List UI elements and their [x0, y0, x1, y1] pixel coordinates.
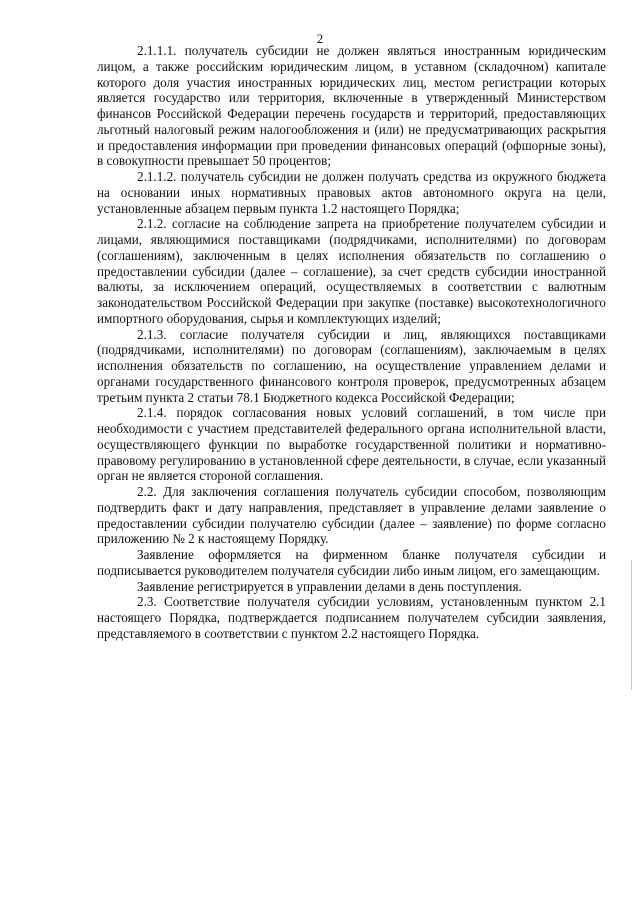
paragraph-2-1-3: 2.1.3. согласие получателя субсидии и лиц, являющихся поставщиками (подрядчиками, исполнителями) по договорам (соглашениям), заключаемым в целях исполнения обязательств по соглашению, на осуществление управлением делами и органами государственного финансового контроля проверок, предусмотренных абзацем третьим пункта 2 статьи 78.1 Бюджетного кодекса Российской Федерации;	[97, 326, 606, 405]
paragraph-2-2: 2.2. Для заключения соглашения получатель субсидии способом, позволяющим подтвердить факт и дату направления, представляет в управление делами заявление о предоставлении субсидии получателю субсидии (далее – заявление) по форме согласно приложению № 2 к настоящему Порядку.	[97, 484, 606, 547]
scan-edge-mark	[631, 560, 632, 690]
paragraph-2-3: 2.3. Соответствие получателя субсидии условиям, установленным пунктом 2.1 настоящего Порядка, подтверждается подписанием получателем субсидии заявления, представляемого в соответствии с пунктом 2.2 настоящего Порядка.	[97, 594, 606, 641]
paragraph-application-registration: Заявление регистрируется в управлении делами в день поступления.	[137, 578, 522, 594]
paragraph-2-1-4: 2.1.4. порядок согласования новых условий соглашений, в том числе при необходимости с участием представителей федерального органа исполнительной власти, осуществляющего функции по выработке государственной политики и нормативно-правовому регулированию в установленной сфере деятельности, в случае, если указанный орган не является стороной соглашения.	[97, 405, 606, 484]
paragraph-2-1-2: 2.1.2. согласие на соблюдение запрета на приобретение получателем субсидии и лицами, являющимися поставщиками (подрядчиками, исполнителями) по договорам (соглашениям), заключенным в целях исполнения обязательств по соглашению о предоставлении субсидии (далее – соглашение), за счет средств субсидии иностранной валюты, за исключением операций, осуществляемых в соответствии с валютным законодательством Российской Федерации при закупке (поставке) высокотехнологичного импортного оборудования, сырья и комплектующих изделий;	[97, 216, 606, 326]
page-number: 2	[316, 31, 324, 46]
document-body	[97, 43, 606, 642]
paragraph-2-1-1-2: 2.1.1.2. получатель субсидии не должен получать средства из окружного бюджета на основании иных нормативных правовых актов автономного округа на цели, установленные абзацем первым пункта 1.2 настоящего Порядка;	[97, 169, 606, 216]
paragraph-2-1-1-1: 2.1.1.1. получатель субсидии не должен являться иностранным юридическим лицом, а также российским юридическим лицом, в уставном (складочном) капитале которого доля участия иностранных юридических лиц, местом регистрации которых является государство или территория, включенные в утвержденный Министерством финансов Российской Федерации перечень государств и территорий, предоставляющих льготный налоговый режим налогообложения и (или) не предусматривающих раскрытия и предоставления информации при проведении финансовых операций (офшорные зоны), в совокупности превышает 50 процентов;	[97, 43, 606, 169]
paragraph-application-form: Заявление оформляется на фирменном бланке получателя субсидии и подписывается руководителем получателя субсидии либо иным лицом, его замещающим.	[97, 547, 606, 578]
